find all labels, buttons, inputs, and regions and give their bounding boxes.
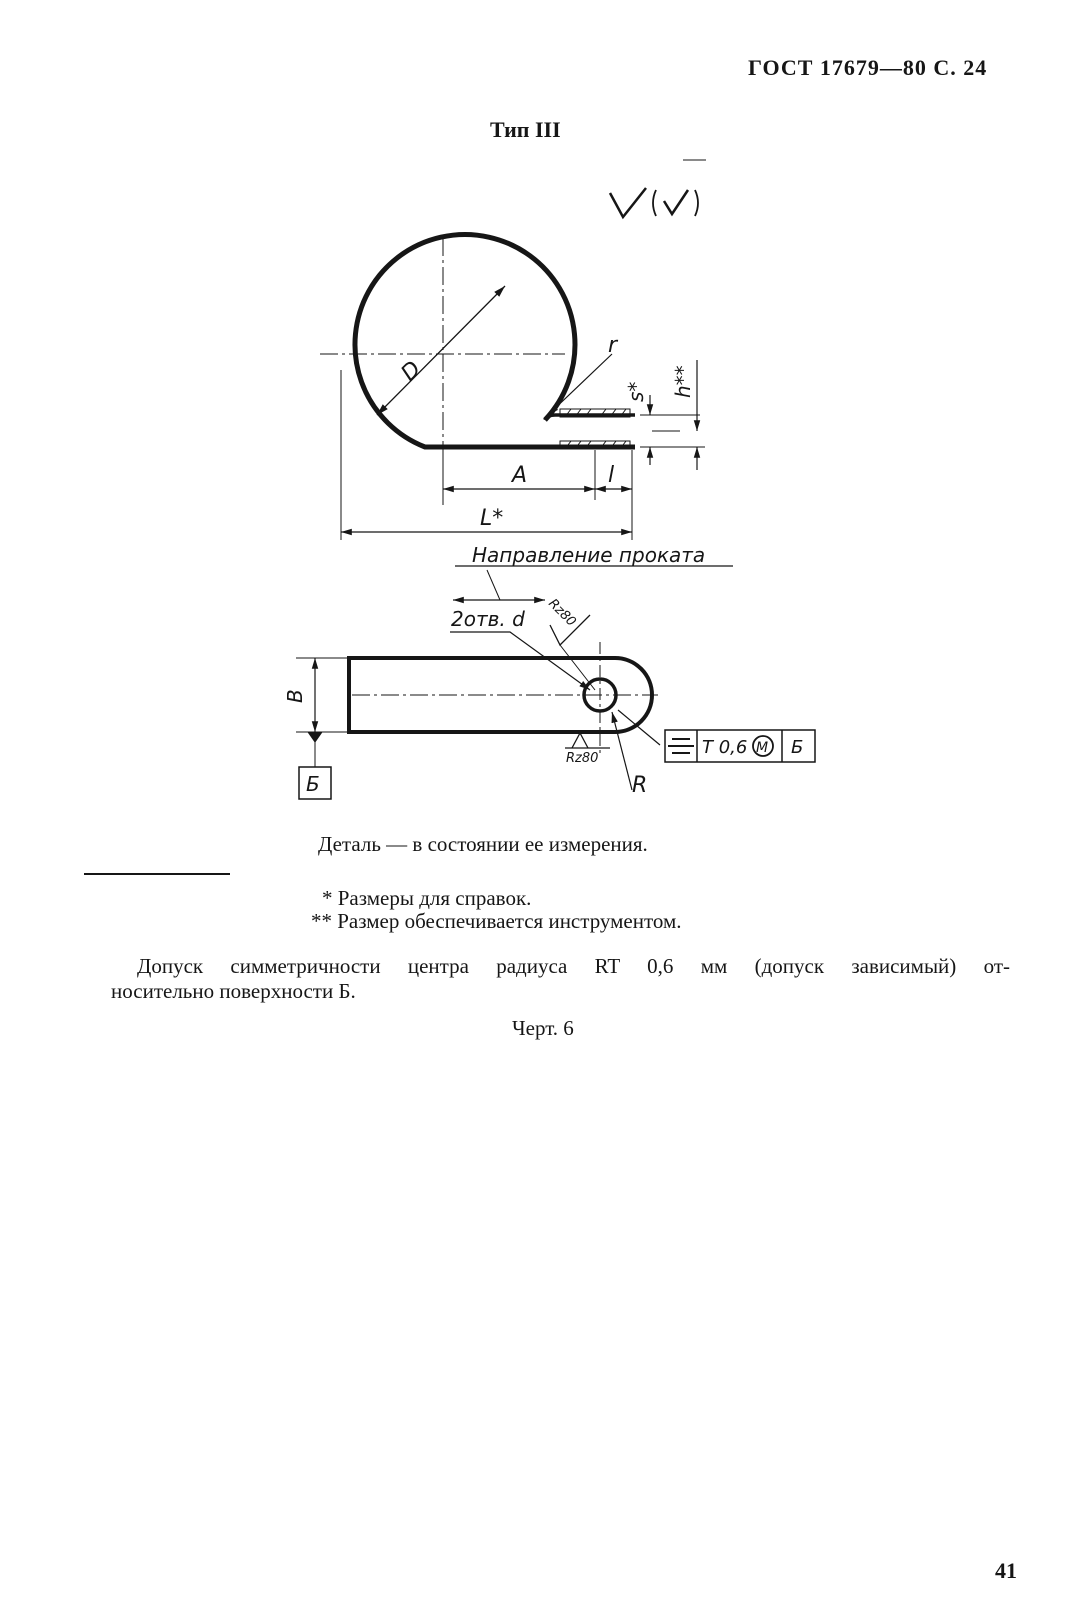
page-header: ГОСТ 17679—80 С. 24 bbox=[748, 55, 988, 80]
drawing-caption: Деталь — в состоянии ее измерения. bbox=[318, 832, 648, 856]
footnote-reference: * Размеры для справок. bbox=[322, 886, 532, 910]
label-R: R bbox=[632, 773, 648, 798]
label-l: l bbox=[608, 463, 615, 488]
rolling-direction-label: Направление проката bbox=[472, 543, 706, 567]
figure-label: Черт. 6 bbox=[512, 1016, 574, 1040]
footnote-tool: ** Размер обеспечивается инструментом. bbox=[311, 909, 682, 933]
rz-label-top: Rz80 bbox=[545, 596, 579, 630]
label-r: r bbox=[608, 333, 618, 358]
label-h: h** bbox=[671, 365, 695, 398]
tolerance-modifier: M bbox=[756, 740, 769, 756]
label-L: L* bbox=[480, 506, 504, 531]
page-number: 41 bbox=[995, 1558, 1017, 1583]
label-s: s* bbox=[624, 381, 648, 402]
tolerance-note-line1: Допуск симметричности центра радиуса RT 0,6 мм (допуск зависимый) от- bbox=[137, 954, 1010, 978]
label-B: B bbox=[283, 689, 307, 703]
label-D: D bbox=[396, 356, 427, 387]
rz-label-bottom: Rz80 bbox=[566, 751, 599, 766]
blank-plan-view bbox=[296, 615, 815, 799]
holes-label: 2отв. d bbox=[451, 607, 525, 631]
label-A: A bbox=[512, 463, 528, 488]
type-label: Тип III bbox=[490, 117, 561, 142]
tolerance-note-line2: носительно поверхности Б. bbox=[111, 979, 356, 1003]
footnote-rule bbox=[84, 873, 230, 875]
surface-finish-icon bbox=[610, 160, 706, 217]
tolerance-datum: Б bbox=[791, 737, 804, 758]
tolerance-value: T 0,6 bbox=[702, 737, 748, 758]
datum-label: Б bbox=[306, 772, 320, 796]
